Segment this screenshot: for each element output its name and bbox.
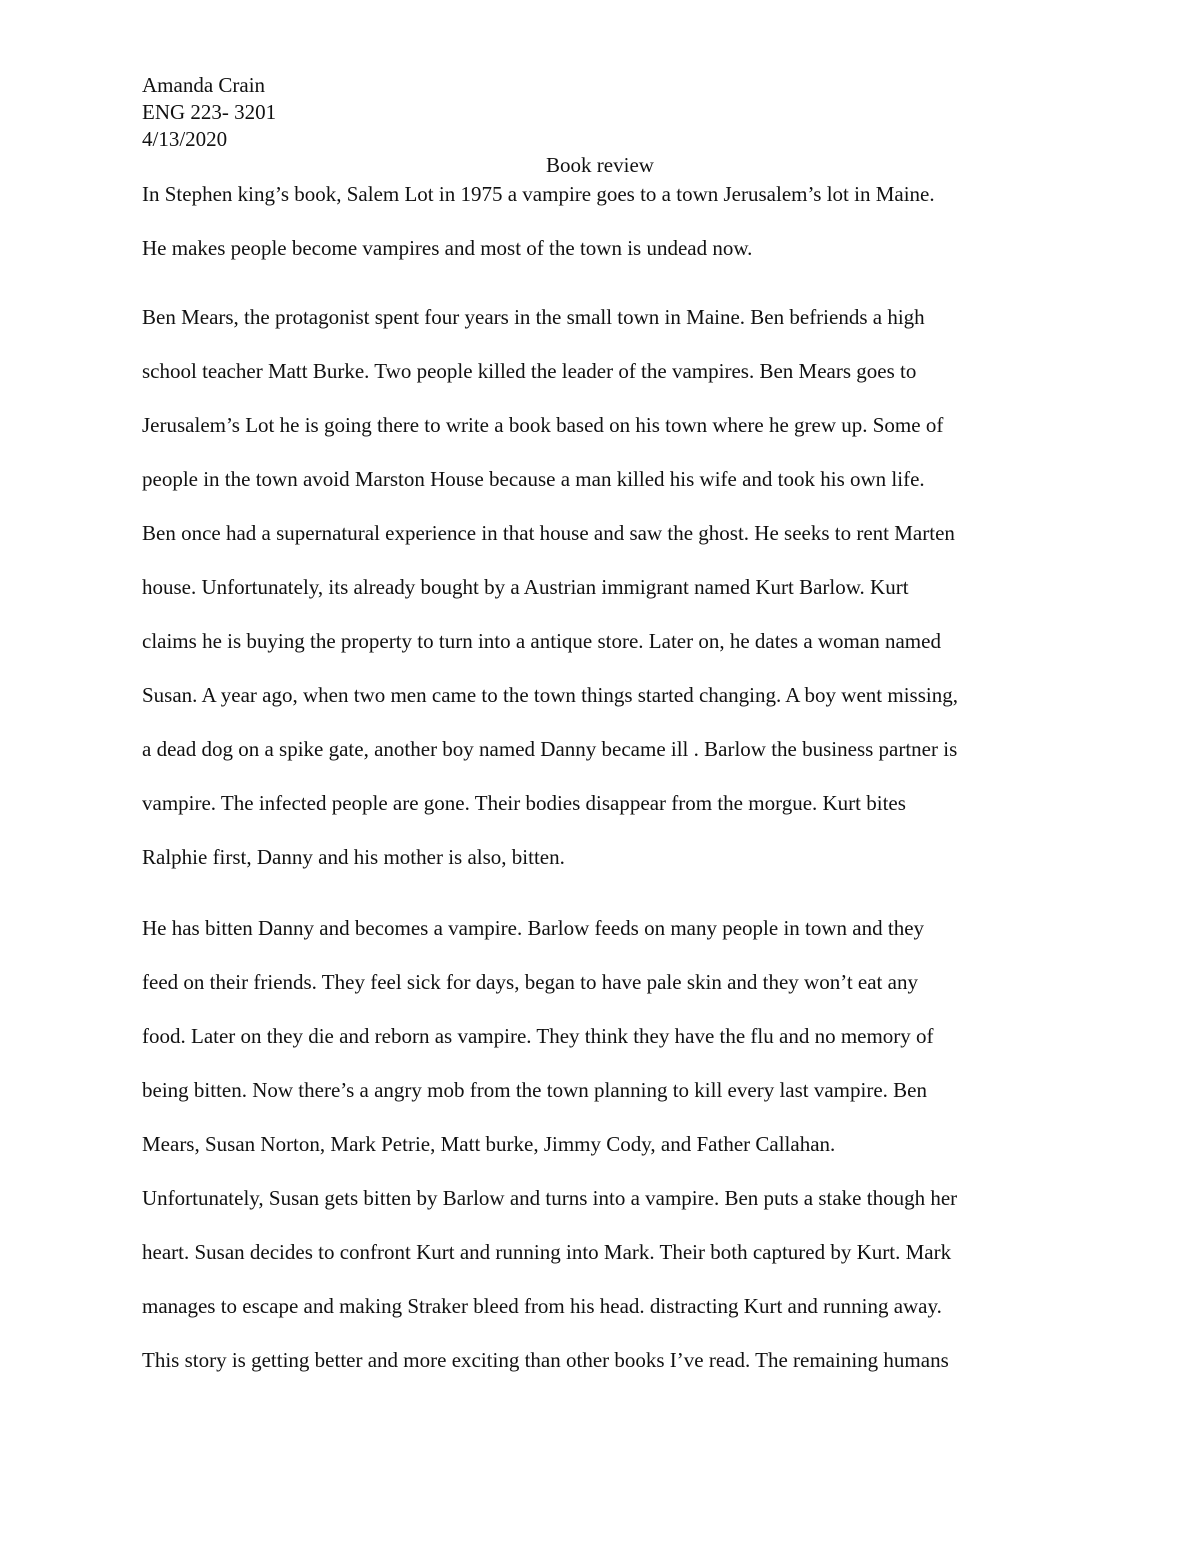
text-line: Mears, Susan Norton, Mark Petrie, Matt burke, Jimmy Cody, and Father Callahan. [142, 1132, 836, 1156]
text-line: This story is getting better and more exciting than other books I’ve read. The remaining humans [142, 1348, 949, 1372]
text-line: Ben Mears, the protagonist spent four years in the small town in Maine. Ben befriends a high [142, 305, 925, 329]
text-line: Jerusalem’s Lot he is going there to write a book based on his town where he grew up. Some of [142, 413, 944, 437]
text-line: Susan. A year ago, when two men came to the town things started changing. A boy went missing, [142, 683, 958, 707]
author-name: Amanda Crain [142, 73, 266, 97]
text-line: claims he is buying the property to turn into a antique store. Later on, he dates a woman named [142, 629, 941, 653]
text-line: manages to escape and making Straker bleed from his head. distracting Kurt and running away. [142, 1294, 942, 1318]
text-line: heart. Susan decides to confront Kurt and running into Mark. Their both captured by Kurt. Mark [142, 1240, 952, 1264]
text-line: being bitten. Now there’s a angry mob from the town planning to kill every last vampire. Ben [142, 1078, 927, 1102]
text-line: house. Unfortunately, its already bought by a Austrian immigrant named Kurt Barlow. Kurt [142, 575, 909, 599]
document-date: 4/13/2020 [142, 127, 228, 151]
text-line: food. Later on they die and reborn as vampire. They think they have the flu and no memory of [142, 1024, 934, 1048]
text-line: Unfortunately, Susan gets bitten by Barlow and turns into a vampire. Ben puts a stake though her [142, 1186, 958, 1210]
course-code: ENG 223- 3201 [142, 100, 277, 124]
text-line: Ralphie first, Danny and his mother is also, bitten. [142, 845, 565, 869]
text-line: school teacher Matt Burke. Two people killed the leader of the vampires. Ben Mears goes to [142, 359, 917, 383]
text-line: a dead dog on a spike gate, another boy named Danny became ill . Barlow the business partner is [142, 737, 958, 761]
document-title: Book review [546, 153, 654, 177]
text-line: In Stephen king’s book, Salem Lot in 1975 a vampire goes to a town Jerusalem’s lot in Maine. [142, 182, 935, 206]
text-line: vampire. The infected people are gone. Their bodies disappear from the morgue. Kurt bites [142, 791, 906, 815]
text-line: He has bitten Danny and becomes a vampire. Barlow feeds on many people in town and they [142, 916, 925, 940]
text-line: Ben once had a supernatural experience in that house and saw the ghost. He seeks to rent Marten [142, 521, 955, 545]
text-line: people in the town avoid Marston House because a man killed his wife and took his own life. [142, 467, 925, 491]
text-line: feed on their friends. They feel sick for days, began to have pale skin and they won’t eat any [142, 970, 918, 994]
text-line: He makes people become vampires and most of the town is undead now. [142, 236, 753, 260]
